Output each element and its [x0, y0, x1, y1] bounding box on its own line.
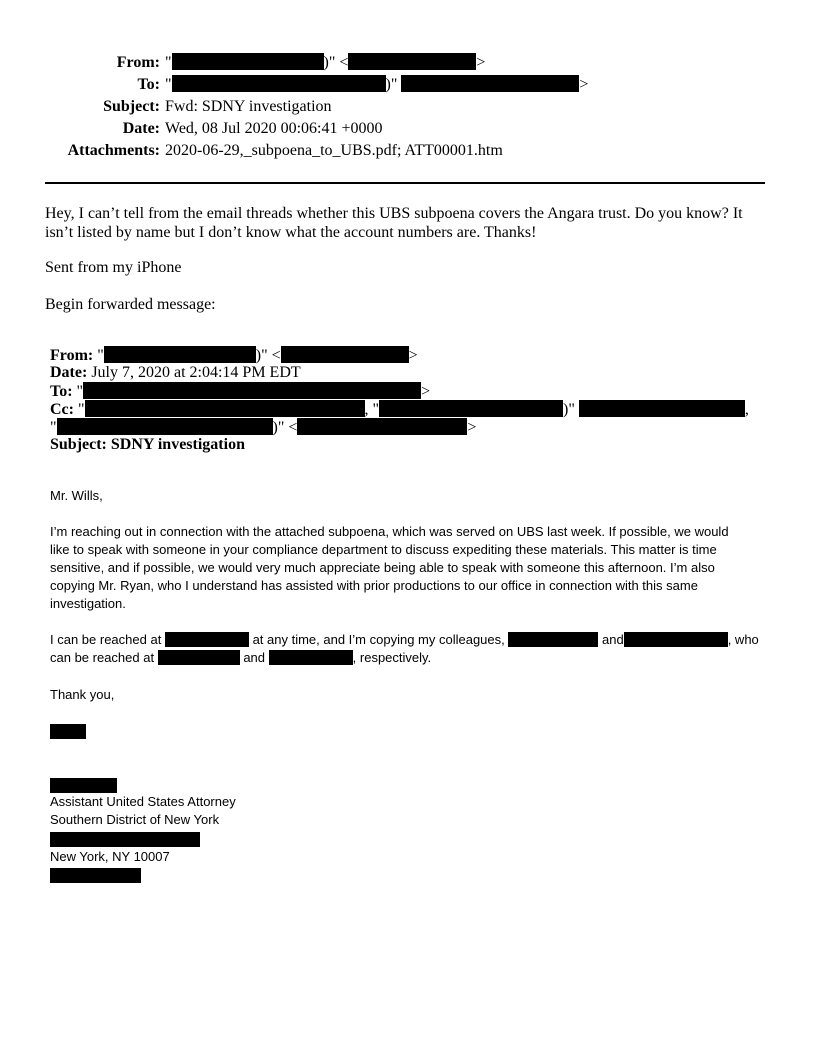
p2-text-a: I can be reached at — [50, 632, 162, 647]
redaction-block — [57, 418, 273, 435]
paragraph-1-line-1: I’m reaching out in connection with the attached subpoena, which was served on UBS last week. If possible, we would — [50, 524, 729, 539]
redaction-block — [50, 724, 86, 739]
header-date-value: Wed, 08 Jul 2020 00:06:41 +0000 — [165, 120, 383, 137]
redaction-block — [297, 418, 467, 435]
redaction-block — [83, 382, 421, 399]
header-date-row — [0, 118, 816, 140]
redaction-block — [85, 400, 365, 417]
fwd-to-row: To: " > — [50, 383, 431, 400]
fwd-cc-row: Cc: " , " )" , — [50, 401, 749, 418]
redaction-block — [348, 53, 476, 70]
header-to-row — [0, 74, 816, 96]
header-date-label: Date: — [122, 120, 160, 137]
header-to-value: " )" > — [165, 76, 589, 93]
p2-text-d: , who — [727, 632, 759, 647]
fwd-date-row — [50, 364, 301, 382]
paragraph-1-line-5: investigation. — [50, 596, 126, 611]
header-from-value: " )" < > — [165, 54, 486, 71]
p2-text-c: and — [602, 632, 624, 647]
redaction-block — [50, 868, 141, 883]
header-subject-label: Subject: — [103, 98, 160, 115]
redaction-block — [379, 400, 563, 417]
header-from-row — [0, 52, 816, 74]
fwd-from-label: From: — [50, 347, 94, 364]
redaction-block — [158, 650, 240, 665]
paragraph-2-line-1 — [50, 631, 759, 649]
redaction-block — [401, 75, 579, 92]
signature-title: Assistant United States Attorney — [50, 794, 236, 809]
redaction-block — [165, 632, 249, 647]
p2-text-b: at any time, and I’m copying my colleagues, — [252, 632, 505, 647]
body-line-1: Hey, I can’t tell from the email threads whether this UBS subpoena covers the Angara trust. Do you know? It — [45, 205, 743, 222]
redaction-block — [508, 632, 598, 647]
fwd-subject-label: Subject: — [50, 436, 107, 453]
header-from-label: From: — [116, 54, 160, 71]
body-line-2: isn’t listed by name but I don’t know what the account numbers are. Thanks! — [45, 224, 537, 241]
header-subject-value: Fwd: SDNY investigation — [165, 98, 332, 115]
paragraph-1-line-2: like to speak with someone in your compliance department to discuss expediting these materials. This matter is time — [50, 542, 717, 557]
fwd-date-value: July 7, 2020 at 2:04:14 PM EDT — [91, 364, 301, 381]
redaction-block — [172, 53, 324, 70]
fwd-date-label: Date: — [50, 364, 88, 381]
fwd-cc-row-cont: " )" < > — [50, 419, 477, 436]
p2-text-g: , respectively. — [352, 650, 432, 665]
fwd-cc-label: Cc: — [50, 401, 74, 418]
redaction-block — [172, 75, 386, 92]
header-subject-row — [0, 96, 816, 118]
header-attachments-label: Attachments: — [67, 142, 160, 159]
begin-forwarded-text: Begin forwarded message: — [45, 296, 216, 313]
signature-office: Southern District of New York — [50, 812, 220, 827]
paragraph-1-line-3: sensitive, and if possible, we would very much appreciate being able to speak with someone this afternoon. I’m also — [50, 560, 715, 575]
header-attachments-row — [0, 140, 816, 162]
redaction-block — [50, 778, 117, 793]
closing-thanks: Thank you, — [50, 687, 115, 702]
fwd-subject-value: SDNY investigation — [110, 436, 245, 453]
fwd-to-label: To: — [50, 383, 73, 400]
redaction-block — [269, 650, 353, 665]
paragraph-1-line-4: copying Mr. Ryan, who I understand has assisted with prior productions to our office in connection with this same — [50, 578, 698, 593]
redaction-block — [579, 400, 745, 417]
header-attachments-value: 2020-06-29,_subpoena_to_UBS.pdf; ATT00001.htm — [165, 142, 503, 159]
redaction-block — [281, 346, 409, 363]
fwd-subject-row — [50, 436, 245, 454]
signature-city: New York, NY 10007 — [50, 849, 170, 864]
paragraph-2-line-2 — [50, 649, 431, 667]
redaction-block — [50, 832, 200, 847]
p2-text-e: can be reached at — [50, 650, 155, 665]
greeting: Mr. Wills, — [50, 488, 103, 503]
fwd-from-row: From: " )" < > — [50, 347, 418, 364]
header-divider — [45, 182, 765, 184]
sent-from-text: Sent from my iPhone — [45, 259, 182, 276]
header-to-label: To: — [137, 76, 160, 93]
p2-text-f: and — [243, 650, 266, 665]
redaction-block — [624, 632, 728, 647]
redaction-block — [104, 346, 256, 363]
